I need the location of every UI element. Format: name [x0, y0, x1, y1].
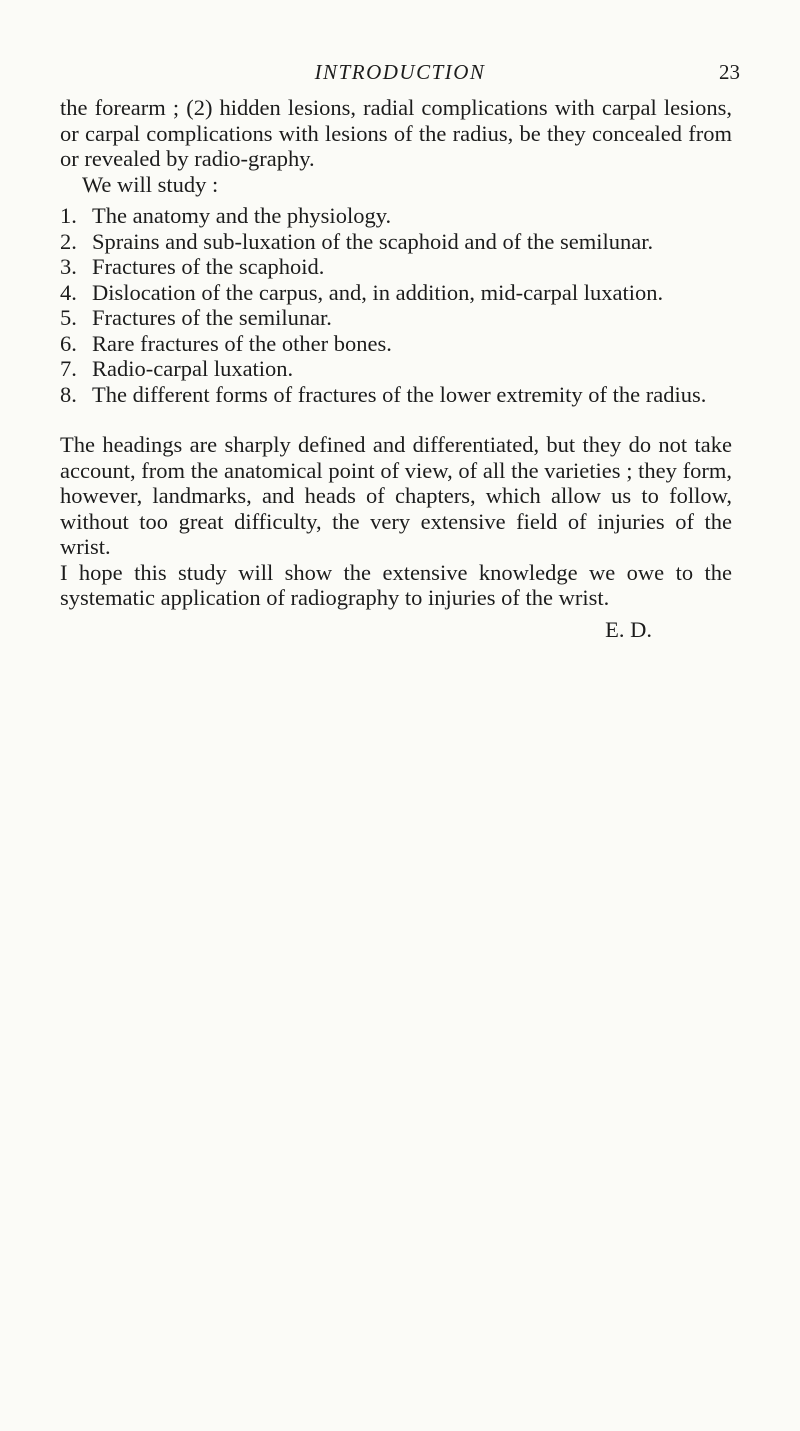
- list-item: [60, 254, 732, 280]
- list-item-text: Fractures of the scaphoid.: [92, 254, 325, 279]
- closing-paragraph: I hope this study will show the extensive knowledge we owe to the systematic application of radiography to injuries of the wrist.: [60, 559, 732, 610]
- list-item-text: Rare fractures of the other bones.: [92, 330, 392, 356]
- list-item: [60, 280, 732, 306]
- list-item-number: 5.: [60, 305, 77, 330]
- list-item: [60, 203, 732, 229]
- running-title: INTRODUCTION: [314, 60, 486, 84]
- list-item: [60, 356, 732, 382]
- list-item-text: The anatomy and the physiology.: [92, 203, 392, 228]
- list-item: [60, 229, 732, 255]
- study-intro: We will study :: [82, 171, 219, 197]
- opening-paragraph: the forearm ; (2) hidden lesions, radial complications with carpal lesions, or carpal complications with lesions of the radius, be they concealed from or revealed by radio-graphy.: [60, 95, 732, 171]
- list-item-number: 3.: [60, 254, 77, 279]
- list-item-text: Dislocation of the carpus, and, in addition, mid-carpal luxation.: [92, 279, 664, 305]
- list-item-text: The different forms of fractures of the lower extremity of the radius.: [92, 381, 707, 407]
- list-item-number: 8.: [60, 381, 77, 407]
- running-head: [60, 60, 740, 92]
- list-item: [60, 305, 732, 331]
- list-item-number: 2.: [60, 228, 77, 254]
- headings-paragraph: The headings are sharply defined and differentiated, but they do not take account, from the anatomical point of view, of all the varieties ; they form, however, landmarks, and heads of chapters, which allow us to follow, without too great difficulty, the very extensive field of injuries of the wrist.: [60, 432, 732, 559]
- list-item-number: 7.: [60, 356, 77, 381]
- list-item: [60, 382, 732, 408]
- list-item-number: 6.: [60, 330, 77, 356]
- page-number: 23: [719, 60, 740, 84]
- list-item-text: Sprains and sub-luxation of the scaphoid and of the semilunar.: [92, 228, 654, 254]
- list-item-number: 1.: [60, 203, 77, 228]
- author-signature: E. D.: [605, 616, 652, 642]
- list-item: [60, 331, 732, 357]
- body-text: [60, 95, 732, 642]
- list-item-number: 4.: [60, 279, 77, 305]
- study-list: [60, 203, 732, 407]
- list-item-text: Fractures of the semilunar.: [92, 305, 332, 330]
- list-item-text: Radio-carpal luxation.: [92, 356, 294, 381]
